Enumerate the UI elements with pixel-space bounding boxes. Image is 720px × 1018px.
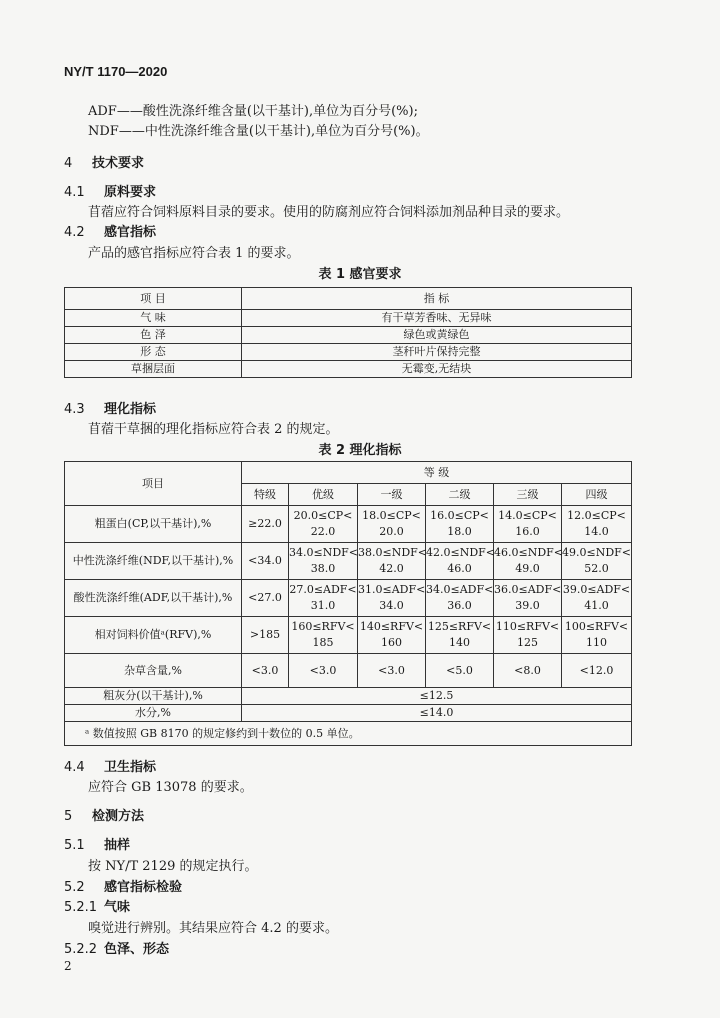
definition-adf: ADF——酸性洗涤纤维含量(以干基计),单位为百分号(%); bbox=[88, 104, 418, 119]
table-cell: 形 态 bbox=[65, 344, 242, 361]
grade-header: 四级 bbox=[562, 484, 632, 506]
range-line: 160≤RFV< bbox=[291, 620, 355, 633]
section-number: 4.3 bbox=[64, 402, 85, 417]
table-cell bbox=[426, 580, 494, 617]
section-4-2-text: 产品的感官指标应符合表 1 的要求。 bbox=[88, 246, 300, 261]
table-row bbox=[65, 310, 632, 327]
table-cell bbox=[289, 617, 358, 654]
header-cell: 项目 bbox=[65, 462, 242, 506]
range-line: 20.0≤CP< bbox=[293, 509, 353, 522]
table-cell: ≤12.5 bbox=[242, 688, 632, 705]
table-cell bbox=[562, 543, 632, 580]
header-cell: 项 目 bbox=[65, 288, 242, 310]
row-name: 酸性洗涤纤维(ADF,以干基计),% bbox=[65, 580, 242, 617]
table-cell bbox=[494, 543, 562, 580]
section-number: 5.2.1 bbox=[64, 900, 98, 915]
range-line: 140 bbox=[449, 636, 470, 649]
table-2-physicochemical bbox=[64, 461, 632, 746]
table-row bbox=[65, 580, 632, 617]
grade-header: 三级 bbox=[494, 484, 562, 506]
section-4-3-text: 苜蓿干草捆的理化指标应符合表 2 的规定。 bbox=[88, 422, 339, 437]
table-cell bbox=[289, 580, 358, 617]
section-4-4-text: 应符合 GB 13078 的要求。 bbox=[88, 780, 253, 795]
range-line: 16.0 bbox=[515, 525, 540, 538]
section-4-4-heading bbox=[64, 756, 156, 775]
table-cell: 绿色或黄绿色 bbox=[242, 327, 632, 344]
section-title: 感官指标 bbox=[104, 225, 157, 240]
table-row bbox=[65, 327, 632, 344]
table-cell bbox=[494, 506, 562, 543]
table-cell bbox=[358, 617, 426, 654]
definition-ndf: NDF——中性洗涤纤维含量(以干基计),单位为百分号(%)。 bbox=[88, 124, 429, 139]
range-line: 34.0 bbox=[379, 599, 404, 612]
grade-header: 特级 bbox=[242, 484, 289, 506]
range-line: 160 bbox=[381, 636, 402, 649]
table-cell: 茎秆叶片保持完整 bbox=[242, 344, 632, 361]
grade-header: 一级 bbox=[358, 484, 426, 506]
range-line: 39.0 bbox=[515, 599, 540, 612]
table-cell bbox=[358, 506, 426, 543]
range-line: 42.0≤NDF< bbox=[426, 546, 496, 559]
table-cell: <3.0 bbox=[242, 654, 289, 688]
table-cell: <27.0 bbox=[242, 580, 289, 617]
range-line: 34.0≤NDF< bbox=[289, 546, 359, 559]
range-line: 12.0≤CP< bbox=[567, 509, 626, 522]
table-cell bbox=[562, 580, 632, 617]
range-line: 125 bbox=[517, 636, 538, 649]
section-number: 4.2 bbox=[64, 225, 85, 240]
range-line: 49.0≤NDF< bbox=[562, 546, 632, 559]
section-number: 4 bbox=[64, 156, 73, 171]
table-cell: 色 泽 bbox=[65, 327, 242, 344]
section-title: 理化指标 bbox=[104, 402, 157, 417]
table-cell bbox=[562, 617, 632, 654]
section-number: 4.4 bbox=[64, 760, 85, 775]
range-line: 14.0≤CP< bbox=[498, 509, 557, 522]
table-row bbox=[65, 654, 632, 688]
section-5-1-heading bbox=[64, 834, 130, 853]
section-title: 气味 bbox=[104, 900, 131, 915]
table-2-caption: 表 2 理化指标 bbox=[318, 443, 402, 458]
range-line: 34.0≤ADF< bbox=[426, 583, 494, 596]
section-5-heading bbox=[64, 805, 144, 824]
range-line: 42.0 bbox=[379, 562, 404, 575]
table-row bbox=[65, 361, 632, 378]
table-row bbox=[65, 617, 632, 654]
table-header-row bbox=[65, 288, 632, 310]
section-title: 色泽、形态 bbox=[104, 942, 170, 957]
table-cell: >185 bbox=[242, 617, 289, 654]
header-cell: 指 标 bbox=[242, 288, 632, 310]
range-line: 36.0≤ADF< bbox=[494, 583, 562, 596]
table-cell: ≥22.0 bbox=[242, 506, 289, 543]
section-title: 原料要求 bbox=[104, 185, 157, 200]
range-line: 38.0≤NDF< bbox=[358, 546, 428, 559]
range-line: 16.0≤CP< bbox=[430, 509, 489, 522]
range-line: 36.0 bbox=[447, 599, 472, 612]
section-5-2-1-text: 嗅觉进行辨别。其结果应符合 4.2 的要求。 bbox=[88, 921, 338, 936]
section-number: 4.1 bbox=[64, 185, 85, 200]
table-cell: <3.0 bbox=[358, 654, 426, 688]
grade-header: 优级 bbox=[289, 484, 358, 506]
grade-header: 二级 bbox=[426, 484, 494, 506]
section-5-2-1-heading bbox=[64, 896, 130, 915]
range-line: 22.0 bbox=[310, 525, 336, 538]
range-line: 27.0≤ADF< bbox=[289, 583, 357, 596]
document-id: NY/T 1170—2020 bbox=[64, 64, 168, 79]
table-row bbox=[65, 344, 632, 361]
row-name: 粗灰分(以干基计),% bbox=[65, 688, 242, 705]
table-footnote: ᵃ 数值按照 GB 8170 的规定修约到十数位的 0.5 单位。 bbox=[65, 722, 632, 746]
range-line: 31.0≤ADF< bbox=[358, 583, 426, 596]
table-cell: 无霉变,无结块 bbox=[242, 361, 632, 378]
range-line: 46.0≤NDF< bbox=[494, 546, 564, 559]
section-4-2-heading bbox=[64, 221, 156, 240]
table-cell: <34.0 bbox=[242, 543, 289, 580]
page-number: 2 bbox=[64, 959, 72, 973]
section-4-1-text: 苜蓿应符合饲料原料目录的要求。使用的防腐剂应符合饲料添加剂品种目录的要求。 bbox=[88, 205, 570, 220]
section-5-2-heading bbox=[64, 876, 182, 895]
section-number: 5 bbox=[64, 809, 73, 824]
table-cell bbox=[358, 580, 426, 617]
table-cell: <12.0 bbox=[562, 654, 632, 688]
table-cell: <5.0 bbox=[426, 654, 494, 688]
table-cell: 气 味 bbox=[65, 310, 242, 327]
header-cell: 等 级 bbox=[242, 462, 632, 484]
section-number: 5.1 bbox=[64, 838, 85, 853]
table-header-row bbox=[65, 462, 632, 484]
range-line: 110≤RFV< bbox=[495, 620, 560, 633]
range-line: 31.0 bbox=[310, 599, 336, 612]
range-line: 185 bbox=[312, 636, 334, 649]
row-name: 粗蛋白(CP,以干基计),% bbox=[65, 506, 242, 543]
section-title: 感官指标检验 bbox=[104, 880, 183, 895]
table-cell bbox=[358, 543, 426, 580]
table-cell bbox=[494, 580, 562, 617]
range-line: 14.0 bbox=[584, 525, 609, 538]
table-cell bbox=[562, 506, 632, 543]
range-line: 100≤RFV< bbox=[564, 620, 629, 633]
section-title: 检测方法 bbox=[92, 809, 145, 824]
table-cell: 草捆层面 bbox=[65, 361, 242, 378]
section-title: 技术要求 bbox=[92, 156, 145, 171]
range-line: 125≤RFV< bbox=[427, 620, 492, 633]
range-line: 18.0≤CP< bbox=[362, 509, 421, 522]
table-cell: <3.0 bbox=[289, 654, 358, 688]
range-line: 140≤RFV< bbox=[359, 620, 424, 633]
section-number: 5.2.2 bbox=[64, 942, 98, 957]
table-cell bbox=[289, 506, 358, 543]
table-cell bbox=[494, 617, 562, 654]
section-title: 卫生指标 bbox=[104, 760, 157, 775]
section-title: 抽样 bbox=[104, 838, 131, 853]
table-footnote-row bbox=[65, 722, 632, 746]
range-line: 18.0 bbox=[447, 525, 472, 538]
table-cell: ≤14.0 bbox=[242, 705, 632, 722]
table-row bbox=[65, 506, 632, 543]
row-name: 相对饲料价值ᵃ(RFV),% bbox=[65, 617, 242, 654]
range-line: 46.0 bbox=[447, 562, 472, 575]
range-line: 49.0 bbox=[515, 562, 540, 575]
range-line: 38.0 bbox=[310, 562, 336, 575]
table-cell bbox=[426, 506, 494, 543]
row-name: 中性洗涤纤维(NDF,以干基计),% bbox=[65, 543, 242, 580]
section-5-2-2-heading bbox=[64, 938, 169, 957]
section-4-1-heading bbox=[64, 181, 156, 200]
range-line: 110 bbox=[586, 636, 607, 649]
section-4-3-heading bbox=[64, 398, 156, 417]
table-row bbox=[65, 705, 632, 722]
range-line: 41.0 bbox=[584, 599, 609, 612]
row-name: 水分,% bbox=[65, 705, 242, 722]
table-cell bbox=[426, 617, 494, 654]
table-cell: <8.0 bbox=[494, 654, 562, 688]
table-1-sensory bbox=[64, 287, 632, 378]
table-cell bbox=[289, 543, 358, 580]
range-line: 52.0 bbox=[584, 562, 609, 575]
section-4-heading bbox=[64, 152, 144, 171]
table-cell: 有干草芳香味、无异味 bbox=[242, 310, 632, 327]
range-line: 39.0≤ADF< bbox=[562, 583, 631, 596]
section-number: 5.2 bbox=[64, 880, 85, 895]
table-row bbox=[65, 688, 632, 705]
row-name: 杂草含量,% bbox=[65, 654, 242, 688]
range-line: 20.0 bbox=[379, 525, 404, 538]
section-5-1-text: 按 NY/T 2129 的规定执行。 bbox=[88, 859, 258, 874]
table-1-caption: 表 1 感官要求 bbox=[318, 267, 402, 282]
table-row bbox=[65, 543, 632, 580]
table-cell bbox=[426, 543, 494, 580]
